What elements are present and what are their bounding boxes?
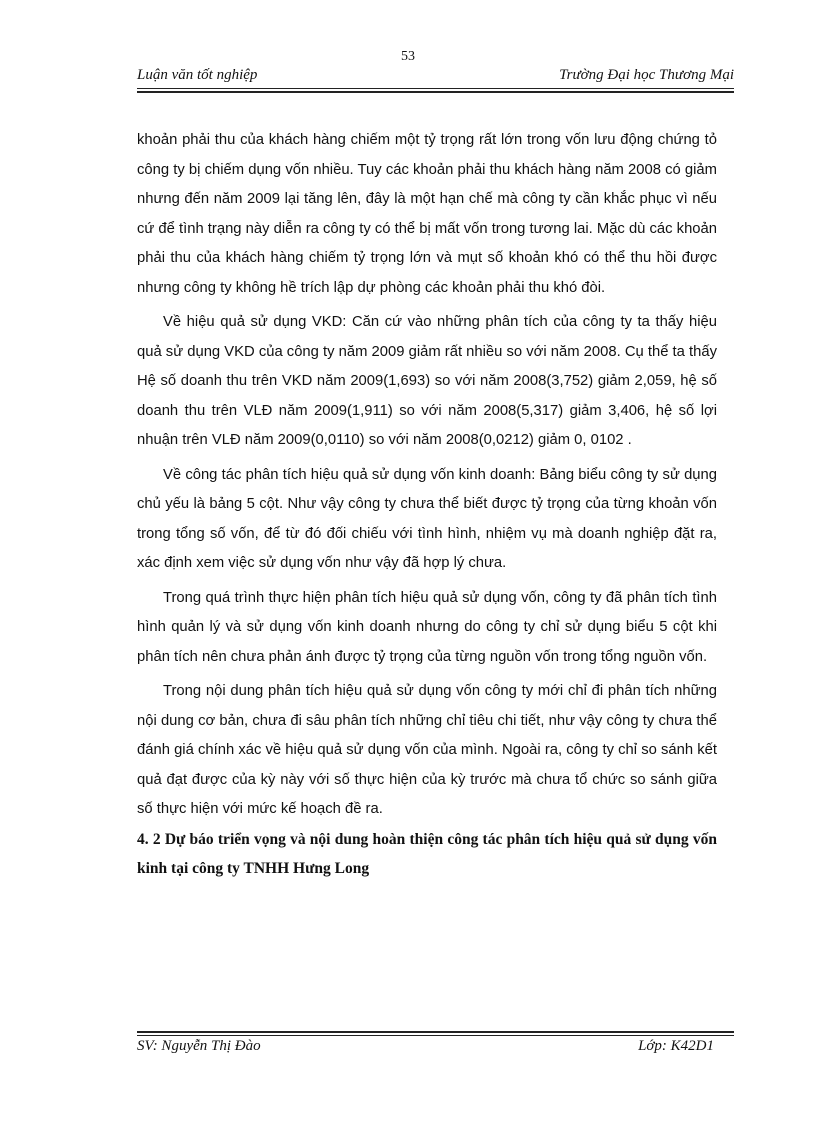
header-university-label: Trường Đại học Thương Mại	[559, 67, 734, 83]
paragraph-5: Trong nội dung phân tích hiệu quả sử dụng vốn công ty mới chỉ đi phân tích những nội dung cơ bản, chưa đi sâu phân tích những chỉ tiêu chi tiết, như vậy công ty chưa thể đánh giá chính xác về hiệu quả sử dụng vốn của mình. Ngoài ra, công ty chỉ so sánh kết quả đạt được của kỳ này với số thực hiện của kỳ trước mà chưa tổ chức so sánh giữa số thực hiện với mức kế hoạch đề ra.	[137, 683, 717, 817]
header-rule-thin	[137, 88, 734, 89]
section-heading: 4. 2 Dự báo triển vọng và nội dung hoàn thiện công tác phân tích hiệu quả sử dụng vốn kinh tại công ty TNHH Hưng Long	[137, 830, 717, 877]
paragraph-3: Về công tác phân tích hiệu quả sử dụng vốn kinh doanh: Bảng biểu công ty sử dụng chủ yếu là bảng 5 cột. Như vậy công ty chưa thể biết được tỷ trọng của từng khoản vốn trong tổng số vốn, để từ đó đối chiếu với tình hình, nhiệm vụ mà doanh nghiệp đặt ra, xác định xem việc sử dụng vốn như vậy đã hợp lý chưa.	[137, 466, 717, 571]
footer-rule-thick	[137, 1031, 734, 1033]
footer-rule-thin	[137, 1035, 734, 1036]
header-rule-thick	[137, 91, 734, 93]
footer-class-code: Lớp: K42D1	[638, 1038, 714, 1054]
page-number: 53	[401, 49, 415, 64]
paragraph-4: Trong quá trình thực hiện phân tích hiệu quả sử dụng vốn, công ty đã phân tích tình hình quản lý và sử dụng vốn kinh doanh nhưng do công ty chỉ sử dụng biểu 5 cột khi phân tích nên chưa phản ánh được tỷ trọng của từng nguồn vốn trong tổng nguồn vốn.	[137, 589, 717, 665]
body-text	[137, 126, 717, 884]
paragraph-1: khoản phải thu của khách hàng chiếm một tỷ trọng rất lớn trong vốn lưu động chứng tỏ công ty bị chiếm dụng vốn nhiều. Tuy các khoản phải thu khách hàng năm 2008 có giảm nhưng đến năm 2009 lại tăng lên, đây là một hạn chế mà công ty cần khắc phục vì nếu cứ để tình trạng này diễn ra công ty có thể bị mất vốn trong tương lai. Mặc dù các khoản phải thu của khách hàng chiếm tỷ trọng lớn và mụt số khoản khó có thể thu hồi được nhưng công ty không hề trích lập dự phòng các khoản phải thu khó đòi.	[137, 132, 717, 296]
footer-student-name: SV: Nguyễn Thị Đào	[137, 1038, 261, 1054]
paragraph-2: Về hiệu quả sử dụng VKD: Căn cứ vào những phân tích của công ty ta thấy hiệu quả sử dụng VKD của công ty năm 2009 giảm rất nhiều so với năm 2008. Cụ thể ta thấy Hệ số doanh thu trên VKD năm 2009(1,693) so với năm 2008(3,752) giảm 2,059, hệ số doanh thu trên VLĐ năm 2009(1,911) so với năm 2008(5,317) giảm 3,406, hệ số lợi nhuận trên VLĐ năm 2009(0,0110) so với năm 2008(0,0212) giảm 0, 0102 .	[137, 314, 717, 448]
header-thesis-label: Luận văn tốt nghiệp	[137, 67, 258, 83]
